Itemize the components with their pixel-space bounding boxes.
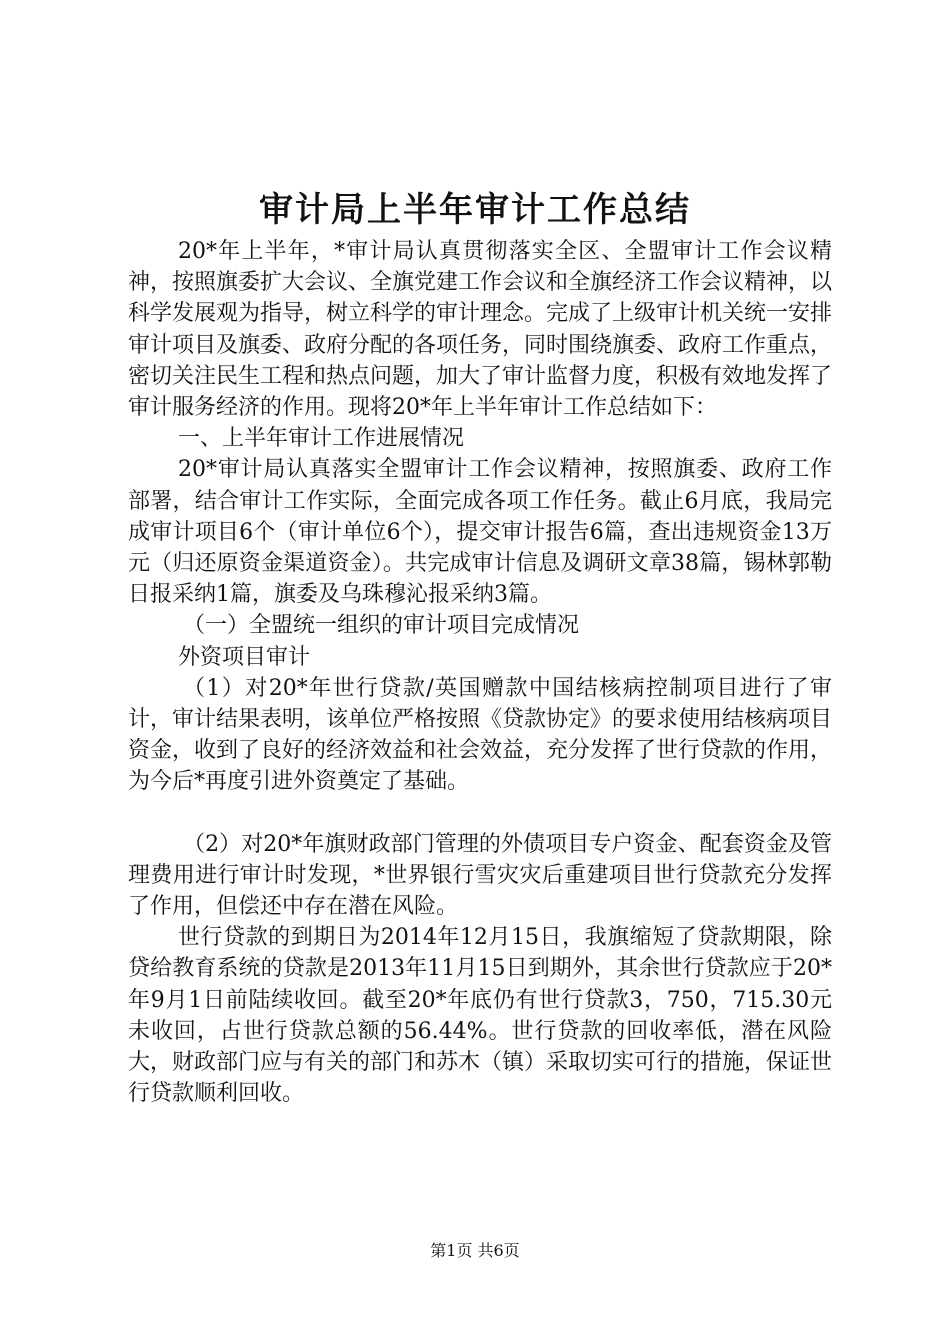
paragraph-intro: 20*年上半年，*审计局认真贯彻落实全区、全盟审计工作会议精神，按照旗委扩大会议、全旗党建工作会议和全旗经济工作会议精神，以科学发展观为指导，树立科学的审计理念。完成了上级审计机关统一安排审计项目及旗委、政府分配的各项任务，同时围绕旗委、政府工作重点，密切关注民生工程和热点问题，加大了审计监督力度，积极有效地发挥了审计服务经济的作用。现将20*年上半年审计工作总结如下： [128,239,833,421]
paragraph-item-1: （1）对20*年世行贷款/英国赠款中国结核病控制项目进行了审计，审计结果表明，该单位严格按照《贷款协定》的要求使用结核病项目资金，收到了良好的经济效益和社会效益，充分发挥了世行贷款的作用，为今后*再度引进外资奠定了基础。 [128,675,833,795]
paragraph-item-2: （2）对20*年旗财政部门管理的外债项目专户资金、配套资金及管理费用进行审计时发现，*世界银行雪灾灾后重建项目世行贷款充分发挥了作用，但偿还中存在潜在风险。 [128,831,832,920]
paragraph-progress: 20*审计局认真落实全盟审计工作会议精神，按照旗委、政府工作部署，结合审计工作实际，全面完成各项工作任务。截止6月底，我局完成审计项目6个（审计单位6个），提交审计报告6篇，查出违规资金13万元（归还原资金渠道资金）。共完成审计信息及调研文章38篇，锡林郭勒日报采纳1篇，旗委及乌珠穆沁报采纳3篇。 [128,457,832,608]
subsection-heading-1: （一）全盟统一组织的审计项目完成情况 [183,613,580,639]
section-heading-1: 一、上半年审计工作进展情况 [178,426,465,452]
paragraph-gap [128,798,832,829]
document-body [128,236,832,1109]
page-footer: 第1页 共6页 [430,1241,520,1260]
subsection-label-foreign-audit: 外资项目审计 [178,644,311,670]
document-title: 审计局上半年审计工作总结 [259,190,691,230]
paragraph-loan-details: 世行贷款的到期日为2014年12月15日，我旗缩短了贷款期限，除贷给教育系统的贷款是2013年11月15日到期外，其余世行贷款应于20*年9月1日前陆续收回。截至20*年底仍有世行贷款3，750，715.30元未收回，占世行贷款总额的56.44%。世行贷款的回收率低，潜在风险大，财政部门应与有关的部门和苏木（镇）采取切实可行的措施，保证世行贷款顺利回收。 [128,925,833,1107]
